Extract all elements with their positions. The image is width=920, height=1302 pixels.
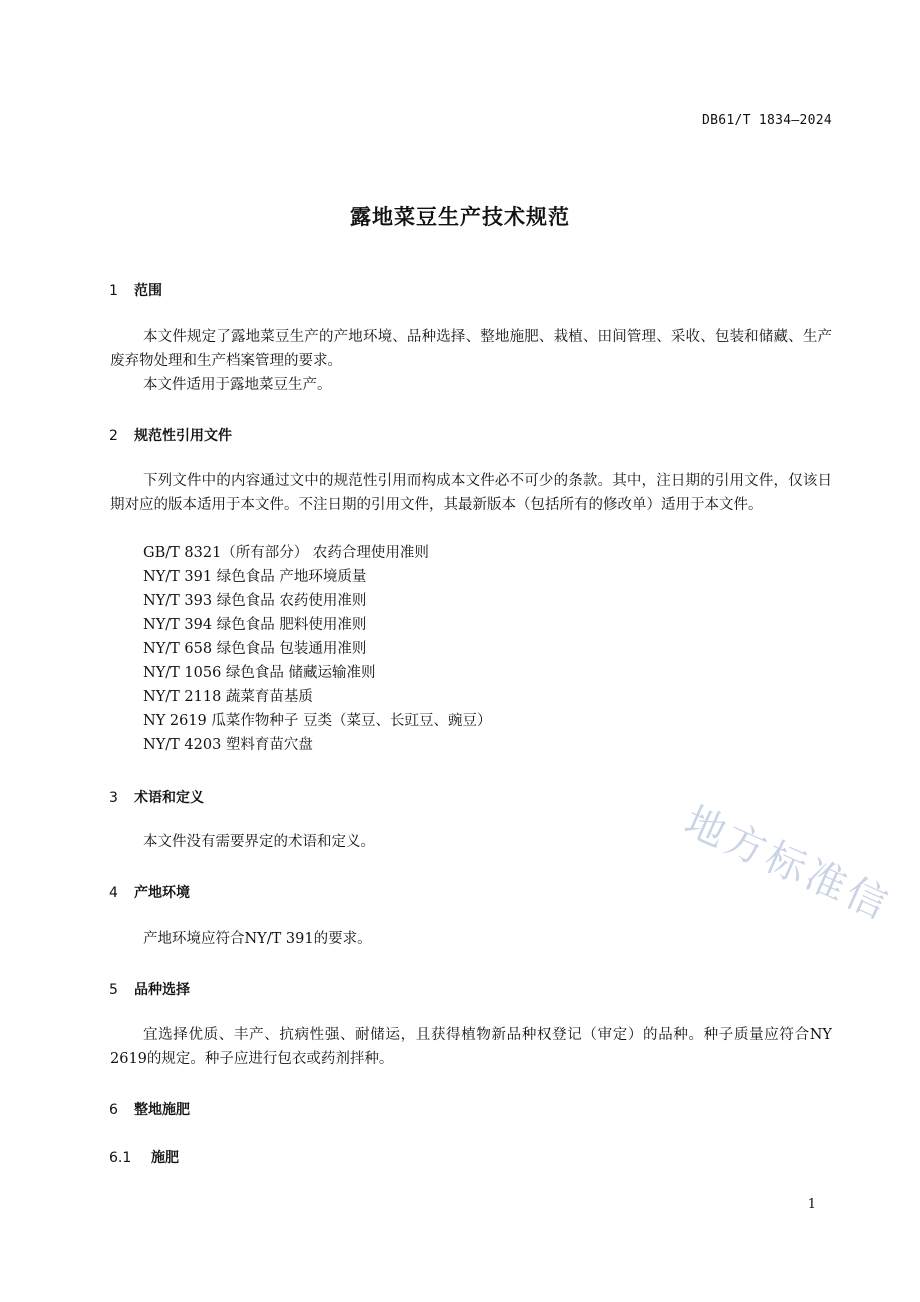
section-title: 整地施肥 bbox=[134, 1102, 190, 1118]
section-number: 2 bbox=[109, 428, 118, 444]
section-title: 范围 bbox=[134, 283, 162, 299]
section-title: 规范性引用文件 bbox=[134, 428, 232, 444]
reference-item: NY/T 2118 蔬菜育苗基质 bbox=[143, 689, 313, 705]
section-heading-4 bbox=[109, 882, 190, 902]
section-number: 5 bbox=[109, 982, 118, 998]
section-number: 6.1 bbox=[109, 1150, 132, 1166]
section-number: 4 bbox=[109, 885, 118, 901]
document-title: 露地菜豆生产技术规范 bbox=[350, 205, 570, 229]
paragraph: 下列文件中的内容通过文中的规范性引用而构成本文件必不可少的条款。其中，注日期的引用文件，仅该日期对应的版本适用于本文件。不注日期的引用文件，其最新版本（包括所有的修改单）适用于本文件。 bbox=[110, 473, 832, 513]
reference-item: NY/T 1056 绿色食品 储藏运输准则 bbox=[143, 665, 376, 681]
page-number: 1 bbox=[807, 1197, 816, 1212]
section-title: 产地环境 bbox=[134, 885, 190, 901]
reference-item: NY/T 4203 塑料育苗穴盘 bbox=[143, 737, 313, 753]
section-title: 术语和定义 bbox=[134, 790, 204, 806]
section-heading-5 bbox=[109, 979, 190, 999]
standard-code: DB61/T 1834—2024 bbox=[701, 113, 832, 128]
paragraph: 产地环境应符合NY/T 391的要求。 bbox=[143, 931, 372, 947]
subsection-heading-6-1 bbox=[109, 1147, 179, 1167]
reference-item: NY/T 658 绿色食品 包装通用准则 bbox=[143, 641, 367, 657]
reference-item: NY 2619 瓜菜作物种子 豆类（菜豆、长豇豆、豌豆） bbox=[143, 713, 492, 729]
paragraph: 本文件适用于露地菜豆生产。 bbox=[143, 377, 332, 393]
section-heading-3 bbox=[109, 787, 204, 807]
section-heading-1 bbox=[109, 280, 162, 300]
section-heading-6 bbox=[109, 1099, 190, 1119]
watermark-logo: 地方标准信 bbox=[677, 798, 898, 930]
section-title: 品种选择 bbox=[134, 982, 190, 998]
paragraph: 本文件没有需要界定的术语和定义。 bbox=[143, 834, 375, 850]
reference-item: NY/T 391 绿色食品 产地环境质量 bbox=[143, 569, 367, 585]
reference-item: NY/T 393 绿色食品 农药使用准则 bbox=[143, 593, 367, 609]
reference-item: NY/T 394 绿色食品 肥料使用准则 bbox=[143, 617, 367, 633]
section-title: 施肥 bbox=[151, 1150, 179, 1166]
section-heading-2 bbox=[109, 425, 232, 445]
section-number: 6 bbox=[109, 1102, 118, 1118]
reference-item: GB/T 8321（所有部分） 农药合理使用准则 bbox=[143, 545, 429, 561]
section-number: 1 bbox=[109, 283, 118, 299]
paragraph: 宜选择优质、丰产、抗病性强、耐储运，且获得植物新品种权登记（审定）的品种。种子质量应符合NY 2619的规定。种子应进行包衣或药剂拌种。 bbox=[110, 1027, 832, 1067]
section-number: 3 bbox=[109, 790, 118, 806]
reference-list bbox=[143, 541, 492, 757]
paragraph: 本文件规定了露地菜豆生产的产地环境、品种选择、整地施肥、栽植、田间管理、采收、包装和储藏、生产废弃物处理和生产档案管理的要求。 bbox=[110, 329, 832, 369]
